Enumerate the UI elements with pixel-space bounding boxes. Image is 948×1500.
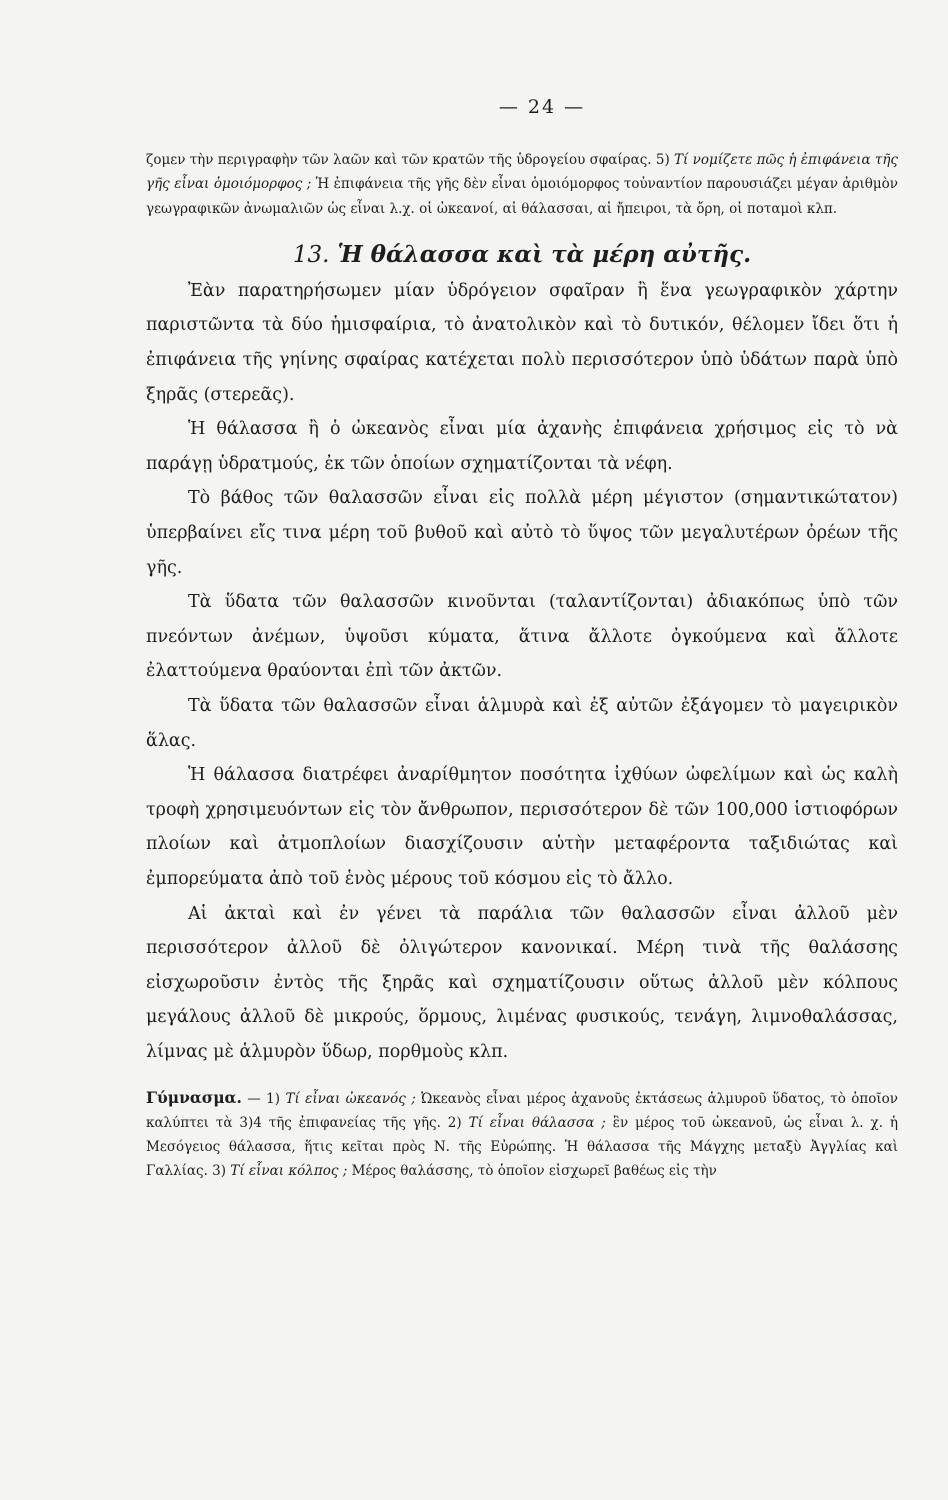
exercise-number: — 1)	[241, 1090, 286, 1107]
body-paragraph: Τὰ ὕδατα τῶν θαλασσῶν εἶναι ἁλμυρὰ καὶ ἐξ αὐτῶν ἐξάγομεν τὸ μαγειρικὸν ἅλας.	[146, 696, 898, 751]
exercise-answer: Μέρος θαλάσσης, τὸ ὁποῖον εἰσχωρεῖ βαθέως εἰς τὴν	[347, 1163, 717, 1180]
body-paragraph: Ἡ θάλασσα ἢ ὁ ὠκεανὸς εἶναι μία ἀχανὴς ἐπιφάνεια χρήσιμος εἰς τὸ νὰ παράγῃ ὑδρατμούς, ἐκ τῶν ὁποίων σχηματίζονται τὰ νέφη.	[146, 419, 898, 474]
intro-text-end: Ἡ ἐπιφάνεια τῆς γῆς δὲν εἶναι ὁμοιόμορφος τοὐναντίον παρουσιάζει μέγαν ἀριθμὸν γεωγραφικῶν ἀνωμαλιῶν ὡς εἶναι λ.χ. οἱ ὠκεανοί, αἱ θάλασσαι, αἱ ἤπειροι, τὰ ὄρη, οἱ ποταμοὶ κλπ.	[146, 176, 898, 217]
exercise-answer: Ὠκεανὸς εἶναι μέρος ἀχανοῦς ἐκτάσεως ἁλμυροῦ ὕδατος, τὸ ὁποῖον καλύπτει τὰ 3)4 τῆς ἐπιφανείας τῆς γῆς. 2)	[146, 1090, 898, 1131]
body-paragraph: Ἐὰν παρατηρήσωμεν μίαν ὑδρόγειον σφαῖραν ἢ ἕνα γεωγραφικὸν χάρτην παριστῶντα τὰ δύο ἡμισφαίρια, τὸ ἀνατολικὸν καὶ τὸ δυτικόν, θέλομεν ἴδει ὅτι ἡ ἐπιφάνεια τῆς γηίνης σφαίρας κατέχεται πολὺ περισσότερον ὑπὸ ὑδάτων παρὰ ὑπὸ ξηρᾶς (στερεᾶς).	[146, 280, 898, 405]
exercise-question: Τί εἶναι θάλασσα ;	[468, 1114, 606, 1131]
exercise-label: Γύμνασμα.	[146, 1087, 242, 1107]
section-title: Ἡ θάλασσα καὶ τὰ μέρη αὐτῆς.	[337, 240, 752, 268]
exercise-answer: ἓν μέρος τοῦ ὠκεανοῦ, ὡς εἶναι λ. χ. ἡ Μεσόγειος θάλασσα, ἥτις κεῖται πρὸς Ν. τῆς Εὐρώπης. Ἡ θάλασσα τῆς Μάγχης μεταξὺ Ἀγγλίας καὶ Γαλλίας. 3)	[146, 1114, 898, 1180]
exercise-question: Τί εἶναι ὠκεανός ;	[285, 1090, 416, 1107]
exercise-question: Τί εἶναι κόλπος ;	[230, 1163, 348, 1180]
page-number: — 24 —	[498, 96, 586, 118]
exercise-paragraph	[146, 1086, 898, 1184]
intro-question: Τί νομίζετε πῶς ἡ ἐπιφάνεια τῆς γῆς εἶναι ὁμοιόμορφος ;	[146, 152, 898, 193]
intro-paragraph	[146, 148, 898, 221]
section-heading	[146, 241, 898, 268]
body-paragraph: Τὰ ὕδατα τῶν θαλασσῶν κινοῦνται (ταλαντίζονται) ἀδιακόπως ὑπὸ τῶν πνεόντων ἀνέμων, ὑψοῦσι κύματα, ἅτινα ἄλλοτε ὀγκούμενα καὶ ἄλλοτε ἐλαττούμενα θραύονται ἐπὶ τῶν ἀκτῶν.	[146, 592, 898, 682]
intro-text-start: ζομεν τὴν περιγραφὴν τῶν λαῶν καὶ τῶν κρατῶν τῆς ὑδρογείου σφαίρας. 5)	[146, 152, 675, 168]
body-paragraph: Ἡ θάλασσα διατρέφει ἀναρίθμητον ποσότητα ἰχθύων ὠφελίμων καὶ ὡς καλὴ τροφὴ χρησιμευόντων εἰς τὸν ἄνθρωπον, περισσότερον δὲ τῶν 100,000 ἱστιοφόρων πλοίων καὶ ἀτμοπλοίων διασχίζουσιν αὐτὴν μεταφέροντα ταξιδιώτας καὶ ἐμπορεύματα ἀπὸ τοῦ ἑνὸς μέρους τοῦ κόσμου εἰς τὸ ἄλλο.	[146, 765, 898, 889]
body-paragraph: Αἱ ἀκταὶ καὶ ἐν γένει τὰ παράλια τῶν θαλασσῶν εἶναι ἀλλοῦ μὲν περισσότερον ἀλλοῦ δὲ ὀλιγώτερον κανονικαί. Μέρη τινὰ τῆς θαλάσσης εἰσχωροῦσιν ἐντὸς τῆς ξηρᾶς καὶ σχηματίζουσιν οὕτως ἀλλοῦ μὲν κόλπους μεγάλους ἀλλοῦ δὲ μικρούς, ὅρμους, λιμένας φυσικούς, τενάγη, λιμνοθαλάσσας, λίμνας μὲ ἁλμυρὸν ὕδωρ, πορθμοὺς κλπ.	[146, 903, 898, 1062]
section-number: 13.	[292, 241, 330, 268]
book-page	[146, 96, 898, 1184]
body-paragraph: Τὸ βάθος τῶν θαλασσῶν εἶναι εἰς πολλὰ μέρη μέγιστον (σημαντικώτατον) ὑπερβαίνει εἴς τινα μέρη τοῦ βυθοῦ καὶ αὐτὸ τὸ ὕψος τῶν μεγαλυτέρων ὀρέων τῆς γῆς.	[146, 488, 898, 578]
